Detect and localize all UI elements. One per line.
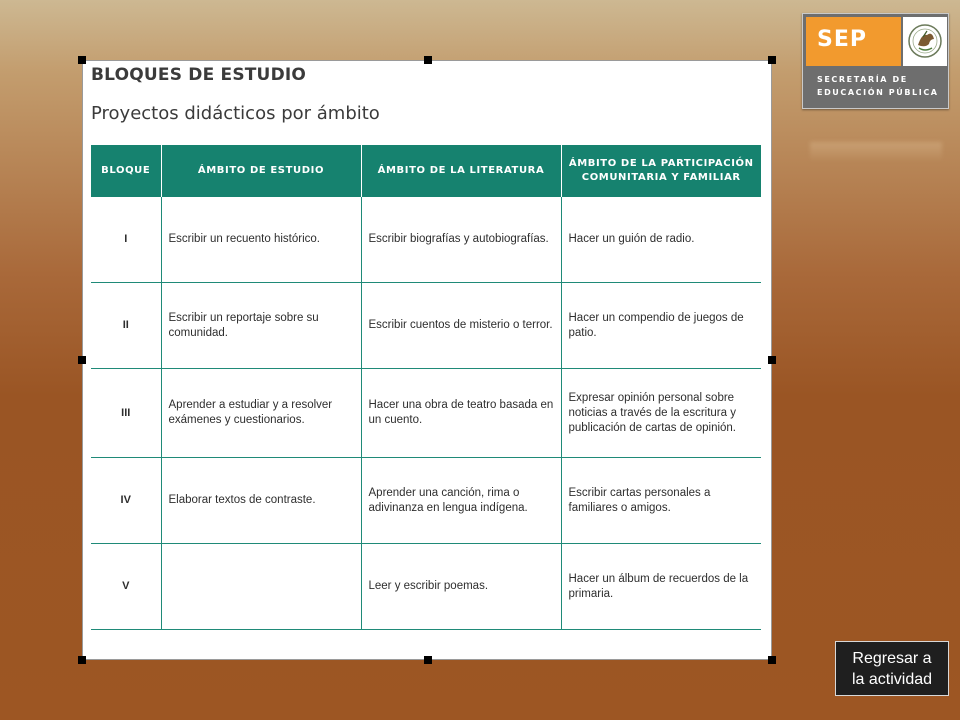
resize-handle-left[interactable] xyxy=(78,356,86,364)
resize-handle-top-left[interactable] xyxy=(78,56,86,64)
column-header-ambito-participacion: ÁMBITO DE LA PARTICIPACIÓN COMUNITARIA Y FAMILIAR xyxy=(561,145,761,197)
table-cell-bloque: III xyxy=(91,369,161,458)
table-cell: Leer y escribir poemas. xyxy=(361,544,561,630)
table-cell: Expresar opinión personal sobre noticias a través de la escritura y publicación de cartas de opinión. xyxy=(561,369,761,458)
sep-logo xyxy=(802,13,949,109)
sep-logo-line-2: EDUCACIÓN PÚBLICA xyxy=(817,88,939,97)
sep-logo-line-1: SECRETARÍA DE xyxy=(817,75,908,84)
projects-table xyxy=(91,145,761,630)
table-cell: Hacer un álbum de recuerdos de la primaria. xyxy=(561,544,761,630)
resize-handle-right[interactable] xyxy=(768,356,776,364)
table-cell: Hacer una obra de teatro basada en un cuento. xyxy=(361,369,561,458)
back-button-label-line-2: la actividad xyxy=(851,670,933,688)
resize-handle-bottom[interactable] xyxy=(424,656,432,664)
resize-handle-top[interactable] xyxy=(424,56,432,64)
table-cell-bloque: I xyxy=(91,197,161,283)
table-header-row xyxy=(91,145,761,197)
slide-image xyxy=(82,60,772,660)
back-button-label-line-1: Regresar a xyxy=(852,649,932,667)
table-cell: Elaborar textos de contraste. xyxy=(161,458,361,544)
table-row xyxy=(91,369,761,458)
table-cell: Escribir cartas personales a familiares o amigos. xyxy=(561,458,761,544)
sep-logo-acronym: SEP xyxy=(817,27,867,52)
mexico-seal-icon xyxy=(903,17,947,66)
table-cell-bloque: V xyxy=(91,544,161,630)
resize-handle-top-right[interactable] xyxy=(768,56,776,64)
table-cell: Escribir un reportaje sobre su comunidad. xyxy=(161,283,361,369)
resize-handle-bottom-right[interactable] xyxy=(768,656,776,664)
table-cell: Escribir un recuento histórico. xyxy=(161,197,361,283)
resize-handle-bottom-left[interactable] xyxy=(78,656,86,664)
column-header-ambito-estudio: ÁMBITO DE ESTUDIO xyxy=(161,145,361,197)
back-to-activity-button[interactable] xyxy=(835,641,949,696)
table-cell-bloque: II xyxy=(91,283,161,369)
document-subtitle: Proyectos didácticos por ámbito xyxy=(91,103,380,124)
table-cell: Aprender a estudiar y a resolver exámenes y cuestionarios. xyxy=(161,369,361,458)
table-row xyxy=(91,283,761,369)
table-cell: Escribir biografías y autobiografías. xyxy=(361,197,561,283)
table-cell: Aprender una canción, rima o adivinanza en lengua indígena. xyxy=(361,458,561,544)
projects-table-container xyxy=(91,145,761,630)
table-row xyxy=(91,544,761,630)
table-cell-bloque: IV xyxy=(91,458,161,544)
table-cell: Hacer un compendio de juegos de patio. xyxy=(561,283,761,369)
sep-logo-orange-block xyxy=(806,17,901,66)
table-cell: Hacer un guión de radio. xyxy=(561,197,761,283)
column-header-bloque: BLOQUE xyxy=(91,145,161,197)
table-cell xyxy=(161,544,361,630)
table-row xyxy=(91,197,761,283)
column-header-ambito-literatura: ÁMBITO DE LA LITERATURA xyxy=(361,145,561,197)
table-cell: Escribir cuentos de misterio o terror. xyxy=(361,283,561,369)
document-title: BLOQUES DE ESTUDIO xyxy=(91,65,307,85)
table-row xyxy=(91,458,761,544)
logo-reflection xyxy=(810,142,942,162)
